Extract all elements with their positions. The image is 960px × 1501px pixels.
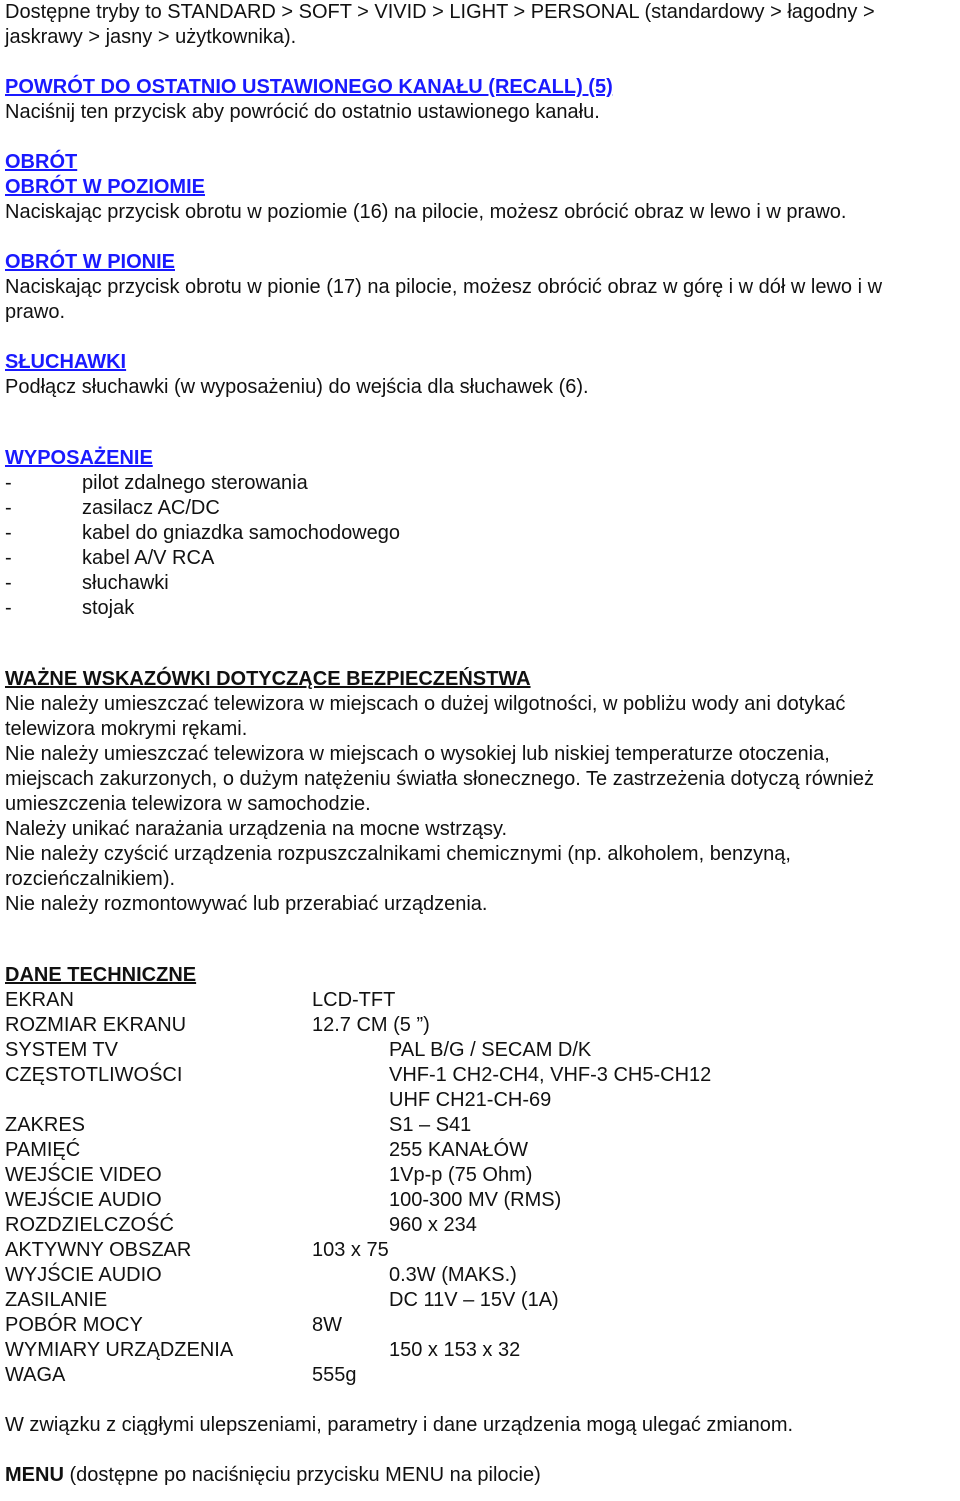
recall-heading: POWRÓT DO OSTATNIO USTAWIONEGO KANAŁU (RECALL) (5)	[5, 76, 613, 98]
list-item	[5, 546, 957, 571]
list-item	[5, 496, 957, 521]
rotation-vertical-text-2: prawo.	[5, 301, 66, 323]
spec-label: WAGA	[5, 1364, 66, 1386]
safety-line: Nie należy umieszczać telewizora w miejscach o dużej wilgotności, w pobliżu wody ani dotykać	[5, 693, 846, 715]
spec-row	[5, 1363, 957, 1388]
spec-row	[5, 1013, 957, 1038]
specs-table	[5, 988, 957, 1388]
equipment-heading: WYPOSAŻENIE	[5, 447, 153, 469]
intro-line-2: jaskrawy > jasny > użytkownika).	[5, 26, 297, 48]
spec-row	[5, 1263, 957, 1288]
spec-row	[5, 1338, 957, 1363]
safety-line: Należy unikać narażania urządzenia na mocne wstrząsy.	[5, 818, 508, 840]
safety-line: telewizora mokrymi rękami.	[5, 718, 248, 740]
list-item	[5, 596, 957, 621]
list-item-text: stojak	[82, 597, 135, 619]
spec-row	[5, 1088, 957, 1113]
spec-label: PAMIĘĆ	[5, 1139, 81, 1161]
list-item-text: zasilacz AC/DC	[82, 497, 220, 519]
spec-value: S1 – S41	[389, 1114, 472, 1136]
spec-row	[5, 1288, 957, 1313]
spec-row	[5, 1113, 957, 1138]
spec-row	[5, 1213, 957, 1238]
document-page	[5, 0, 957, 1488]
spec-value: UHF CH21-CH-69	[389, 1089, 552, 1111]
rotation-horizontal-heading: OBRÓT W POZIOMIE	[5, 176, 205, 198]
rotation-vertical-heading: OBRÓT W PIONIE	[5, 251, 175, 273]
rotation-heading: OBRÓT	[5, 151, 78, 173]
spec-label: EKRAN	[5, 989, 74, 1011]
spec-row	[5, 1313, 957, 1338]
spec-value: 555g	[312, 1364, 357, 1386]
list-dash: -	[5, 572, 12, 594]
headphones-text: Podłącz słuchawki (w wyposażeniu) do wejścia dla słuchawek (6).	[5, 376, 589, 398]
menu-heading: MENU	[5, 1464, 64, 1486]
safety-line: rozcieńczalnikiem).	[5, 868, 176, 890]
spec-label: POBÓR MOCY	[5, 1314, 143, 1336]
safety-line: Nie należy rozmontowywać lub przerabiać urządzenia.	[5, 893, 488, 915]
menu-text: (dostępne po naciśnięciu przycisku MENU na pilocie)	[63, 1464, 541, 1486]
specs-heading: DANE TECHNICZNE	[5, 964, 197, 986]
spec-row	[5, 1188, 957, 1213]
list-dash: -	[5, 547, 12, 569]
spec-value: PAL B/G / SECAM D/K	[389, 1039, 592, 1061]
spec-value: DC 11V – 15V (1A)	[389, 1289, 559, 1311]
list-dash: -	[5, 597, 12, 619]
list-dash: -	[5, 497, 12, 519]
spec-row	[5, 1238, 957, 1263]
list-item-text: słuchawki	[82, 572, 169, 594]
headphones-heading: SŁUCHAWKI	[5, 351, 127, 373]
safety-line: umieszczenia telewizora w samochodzie.	[5, 793, 371, 815]
list-dash: -	[5, 522, 12, 544]
menu-section-intro	[5, 1463, 957, 1488]
spec-label: ROZMIAR EKRANU	[5, 1014, 187, 1036]
safety-heading: WAŻNE WSKAZÓWKI DOTYCZĄCE BEZPIECZEŃSTWA	[5, 668, 531, 690]
spec-value: 1Vp-p (75 Ohm)	[389, 1164, 533, 1186]
safety-line: Nie należy umieszczać telewizora w miejscach o wysokiej lub niskiej temperaturze otoczenia,	[5, 743, 830, 765]
list-item-text: kabel A/V RCA	[82, 547, 215, 569]
spec-label: CZĘSTOTLIWOŚCI	[5, 1064, 183, 1086]
list-dash: -	[5, 472, 12, 494]
spec-row	[5, 1063, 957, 1088]
spec-value: VHF-1 CH2-CH4, VHF-3 CH5-CH12	[389, 1064, 712, 1086]
list-item	[5, 521, 957, 546]
spec-value: 103 x 75	[312, 1239, 389, 1261]
safety-line: Nie należy czyścić urządzenia rozpuszczalnikami chemicznymi (np. alkoholem, benzyną,	[5, 843, 791, 865]
recall-text: Naciśnij ten przycisk aby powrócić do ostatnio ustawionego kanału.	[5, 101, 600, 123]
spec-value: 150 x 153 x 32	[389, 1339, 521, 1361]
spec-label: WEJŚCIE AUDIO	[5, 1189, 162, 1211]
spec-value: 12.7 CM (5 ”)	[312, 1014, 430, 1036]
spec-label: ROZDZIELCZOŚĆ	[5, 1214, 174, 1236]
list-item	[5, 571, 957, 596]
spec-value: 960 x 234	[389, 1214, 477, 1236]
safety-line: miejscach zakurzonych, o dużym natężeniu światła słonecznego. Te zastrzeżenia dotyczą również	[5, 768, 874, 790]
spec-value: 0.3W (MAKS.)	[389, 1264, 517, 1286]
rotation-vertical-text-1: Naciskając przycisk obrotu w pionie (17) na pilocie, możesz obrócić obraz w górę i w dół w lewo i w	[5, 276, 883, 298]
spec-value: 8W	[312, 1314, 342, 1336]
spec-value: 255 KANAŁÓW	[389, 1139, 528, 1161]
spec-label: WYJŚCIE AUDIO	[5, 1264, 162, 1286]
spec-label: ZAKRES	[5, 1114, 86, 1136]
rotation-horizontal-text: Naciskając przycisk obrotu w poziomie (16) na pilocie, możesz obrócić obraz w lewo i w prawo.	[5, 201, 847, 223]
spec-value: 100-300 MV (RMS)	[389, 1189, 562, 1211]
spec-label: AKTYWNY OBSZAR	[5, 1239, 192, 1261]
list-item	[5, 471, 957, 496]
equipment-list	[5, 471, 957, 621]
spec-row	[5, 1138, 957, 1163]
spec-row	[5, 988, 957, 1013]
spec-label: WEJŚCIE VIDEO	[5, 1164, 162, 1186]
spec-label: SYSTEM TV	[5, 1039, 118, 1061]
spec-row	[5, 1163, 957, 1188]
spec-row	[5, 1038, 957, 1063]
specs-note: W związku z ciągłymi ulepszeniami, parametry i dane urządzenia mogą ulegać zmianom.	[5, 1414, 794, 1436]
list-item-text: pilot zdalnego sterowania	[82, 472, 308, 494]
spec-value: LCD-TFT	[312, 989, 396, 1011]
intro-line-1: Dostępne tryby to STANDARD > SOFT > VIVID > LIGHT > PERSONAL (standardowy > łagodny >	[5, 1, 875, 23]
spec-label: WYMIARY URZĄDZENIA	[5, 1339, 234, 1361]
list-item-text: kabel do gniazdka samochodowego	[82, 522, 400, 544]
spec-label: ZASILANIE	[5, 1289, 108, 1311]
